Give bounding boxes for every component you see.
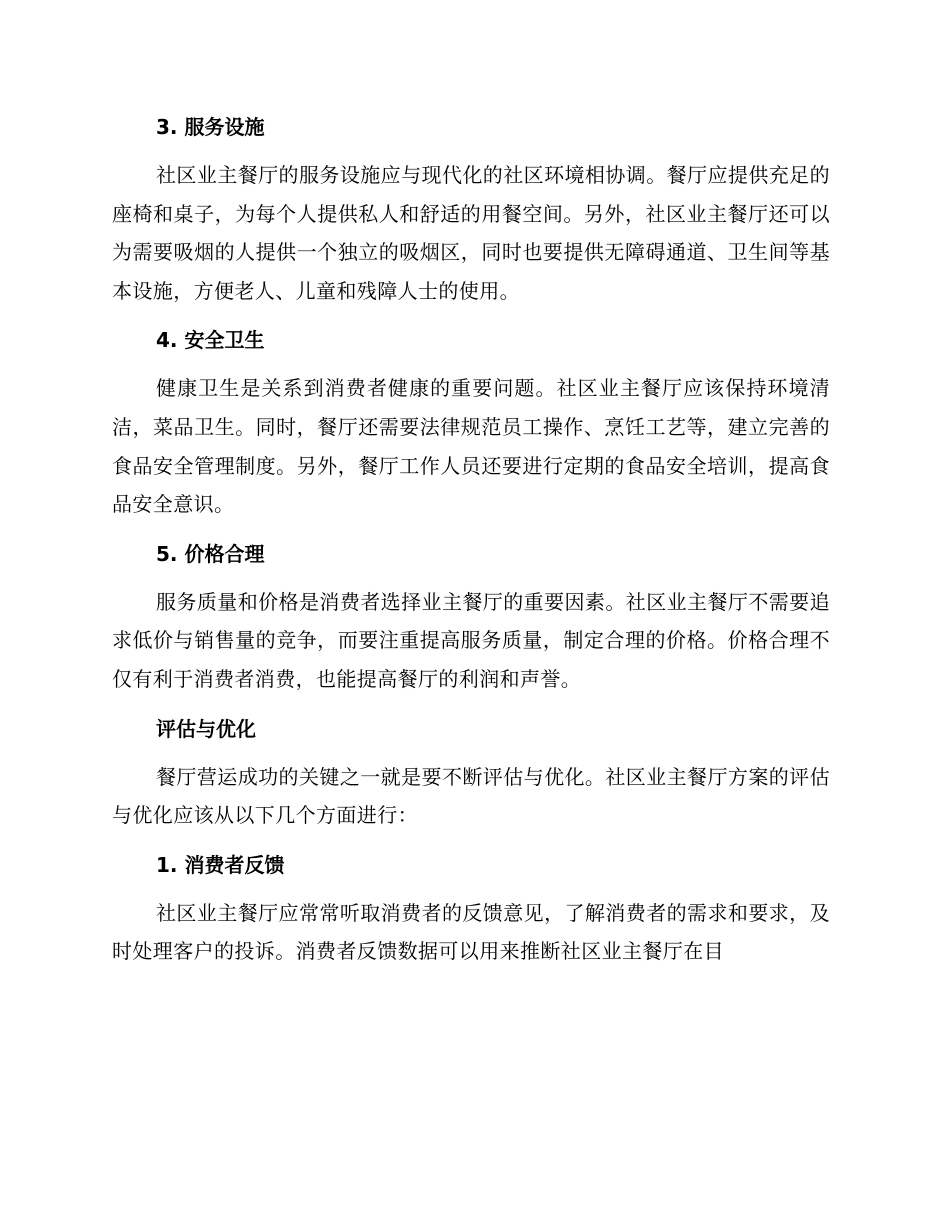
section-heading-evaluation-optimization: 评估与优化 [156, 716, 256, 741]
section-paragraph-consumer-feedback: 社区业主餐厅应常常听取消费者的反馈意见，了解消费者的需求和要求，及时处理客户的投诉。消费者反馈数据可以用来推断社区业主餐厅在目 [112, 900, 830, 964]
section-heading-consumer-feedback: 1. 消费者反馈 [156, 852, 285, 877]
section-heading-reasonable-price: 5. 价格合理 [156, 541, 265, 566]
section-paragraph-service-facilities: 社区业主餐厅的服务设施应与现代化的社区环境相协调。餐厅应提供充足的座椅和桌子，为每个人提供私人和舒适的用餐空间。另外，社区业主餐厅还可以为需要吸烟的人提供一个独立的吸烟区，同时也要提供无障碍通道、卫生间等基本设施，方便老人、儿童和残障人士的使用。 [112, 163, 830, 303]
section-paragraph-reasonable-price: 服务质量和价格是消费者选择业主餐厅的重要因素。社区业主餐厅不需要追求低价与销售量的竞争，而要注重提高服务质量，制定合理的价格。价格合理不仅有利于消费者消费，也能提高餐厅的利润和声誉。 [112, 589, 830, 691]
section-heading-safety-hygiene: 4. 安全卫生 [156, 328, 265, 353]
section-paragraph-safety-hygiene: 健康卫生是关系到消费者健康的重要问题。社区业主餐厅应该保持环境清洁，菜品卫生。同时，餐厅还需要法律规范员工操作、烹饪工艺等，建立完善的食品安全管理制度。另外，餐厅工作人员还要进行定期的食品安全培训，提高食品安全意识。 [112, 376, 830, 517]
section-paragraph-evaluation-optimization: 餐厅营运成功的关键之一就是要不断评估与优化。社区业主餐厅方案的评估与优化应该从以下几个方面进行： [112, 764, 830, 828]
section-heading-service-facilities: 3. 服务设施 [156, 115, 265, 139]
document-body [112, 108, 830, 971]
